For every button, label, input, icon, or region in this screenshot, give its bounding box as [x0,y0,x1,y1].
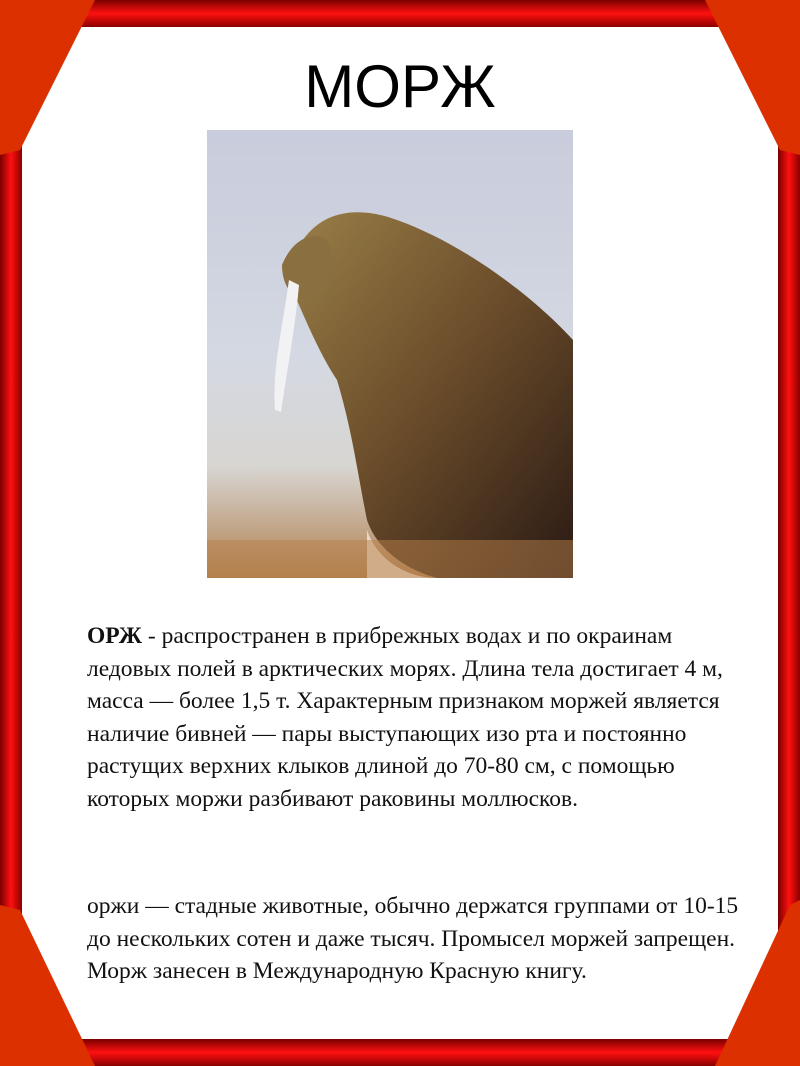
paragraph-lead: ОРЖ [87,623,143,649]
paragraph-description [87,620,747,815]
paragraph-body: - распространен в прибрежных водах и по окраинам ледовых полей в арктических морях. Длина тела достигает 4 м, масса — более 1,5 т. Характерным признаком моржей является наличие бивней — пары выступающих изо рта и постоянно растущих верхних клыков длиной до 70-80 см, с помощью которых моржи разбивают раковины моллюсков. [87,623,723,812]
paragraph-behavior: оржи — стадные животные, обычно держатся группами от 10-15 до нескольких сотен и даже тысяч. Промысел моржей запрещен. Морж занесен в Международную Красную книгу. [87,893,739,984]
slide-title: МОРЖ [304,53,496,120]
corner-bottom-left [0,905,95,1066]
walrus-photo [207,130,573,578]
